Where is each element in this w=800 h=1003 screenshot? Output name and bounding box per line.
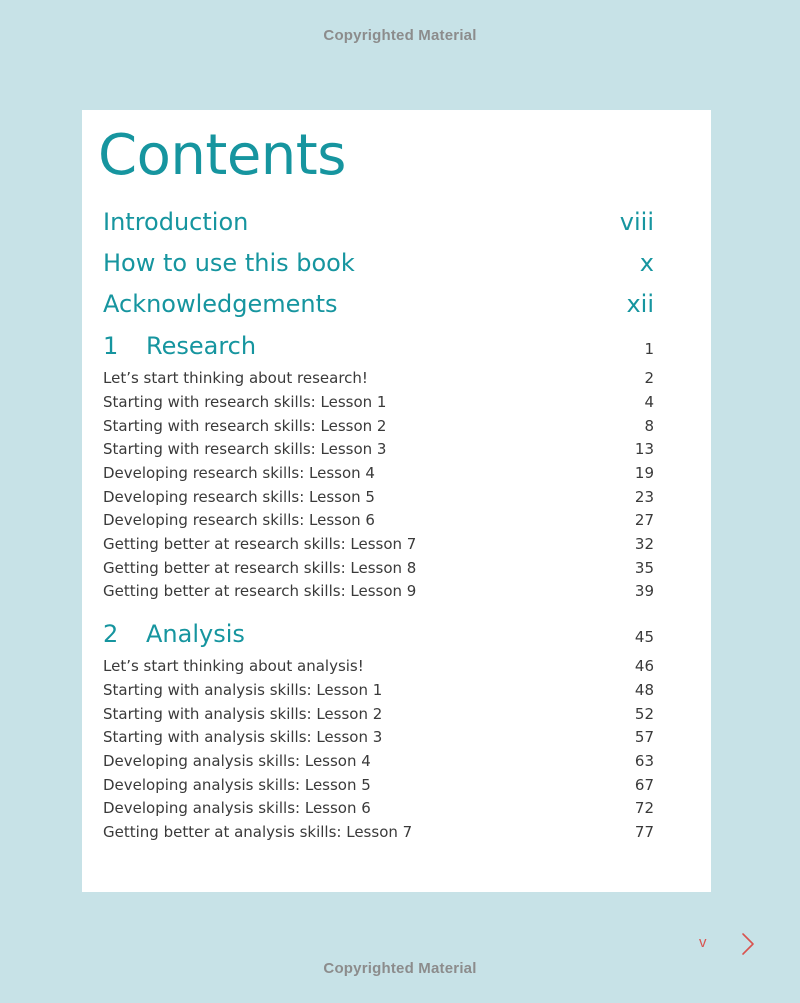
- toc-page-number: 27: [634, 511, 654, 529]
- toc-label: Starting with analysis skills: Lesson 1: [103, 681, 383, 699]
- toc-label: Acknowledgements: [103, 290, 338, 318]
- toc-label: Developing research skills: Lesson 5: [103, 488, 375, 506]
- toc-label: Starting with analysis skills: Lesson 2: [103, 705, 383, 723]
- toc-entry[interactable]: [103, 368, 654, 388]
- toc-entry[interactable]: [103, 704, 654, 724]
- toc-label: Getting better at research skills: Lesson 7: [103, 535, 417, 553]
- toc-page-number: 32: [634, 535, 654, 553]
- toc-label: Introduction: [103, 208, 249, 236]
- toc-entry[interactable]: [103, 463, 654, 483]
- chapter-title: Research: [146, 332, 257, 360]
- chapter-heading: [103, 620, 245, 648]
- toc-entry[interactable]: [103, 439, 654, 459]
- toc-label: Getting better at analysis skills: Lesson 7: [103, 823, 413, 841]
- toc-page-number: 67: [634, 776, 654, 794]
- toc-page-number: xii: [626, 290, 654, 318]
- toc-label: Developing analysis skills: Lesson 4: [103, 752, 371, 770]
- chevron-right-icon[interactable]: [741, 932, 755, 960]
- toc-page-number: 2: [644, 369, 654, 387]
- chapter-number: 2: [103, 620, 119, 648]
- toc-entry[interactable]: [103, 751, 654, 771]
- toc-page-number: 19: [634, 464, 654, 482]
- toc-chapter-heading[interactable]: [103, 620, 654, 651]
- toc-entry[interactable]: [103, 727, 654, 747]
- toc-page-number: 77: [634, 823, 654, 841]
- toc-page-number: 1: [644, 340, 654, 358]
- toc-page-number: 48: [634, 681, 654, 699]
- toc-page-number: 39: [634, 582, 654, 600]
- toc-page-number: 72: [634, 799, 654, 817]
- toc-page-number: 8: [644, 417, 654, 435]
- chapter-title: Analysis: [146, 620, 245, 648]
- toc-page-number: 57: [634, 728, 654, 746]
- toc-front-item[interactable]: [103, 249, 654, 277]
- toc-entry[interactable]: [103, 656, 654, 676]
- toc-label: Getting better at research skills: Lesson 8: [103, 559, 417, 577]
- toc-label: Developing analysis skills: Lesson 5: [103, 776, 371, 794]
- toc-label: Starting with research skills: Lesson 1: [103, 393, 387, 411]
- toc-entry[interactable]: [103, 581, 654, 601]
- copyright-watermark-top: Copyrighted Material: [323, 27, 477, 44]
- toc-entry[interactable]: [103, 558, 654, 578]
- toc-entry[interactable]: [103, 680, 654, 700]
- page-title: Contents: [98, 123, 346, 188]
- toc-label: Starting with research skills: Lesson 2: [103, 417, 387, 435]
- toc-label: Developing analysis skills: Lesson 6: [103, 799, 371, 817]
- toc-entry[interactable]: [103, 798, 654, 818]
- toc-page-number: 52: [634, 705, 654, 723]
- toc-entry[interactable]: [103, 775, 654, 795]
- toc-front-item[interactable]: [103, 208, 654, 236]
- toc-page-number: 63: [634, 752, 654, 770]
- current-page-indicator: v: [699, 934, 707, 951]
- toc-entry[interactable]: [103, 392, 654, 412]
- toc-page-number: 13: [634, 440, 654, 458]
- toc-page-number: 35: [634, 559, 654, 577]
- toc-entry[interactable]: [103, 822, 654, 842]
- toc-entry[interactable]: [103, 416, 654, 436]
- toc-label: How to use this book: [103, 249, 355, 277]
- toc-chapter-heading[interactable]: [103, 332, 654, 363]
- toc-label: Developing research skills: Lesson 6: [103, 511, 375, 529]
- toc-page-number: 45: [634, 628, 654, 646]
- chapter-heading: [103, 332, 256, 360]
- copyright-watermark-bottom: Copyrighted Material: [323, 960, 477, 977]
- toc-label: Let’s start thinking about research!: [103, 369, 368, 387]
- toc-entry[interactable]: [103, 510, 654, 530]
- toc-entry[interactable]: [103, 534, 654, 554]
- toc-label: Getting better at research skills: Lesson 9: [103, 582, 417, 600]
- toc-page-number: 4: [644, 393, 654, 411]
- toc-label: Starting with analysis skills: Lesson 3: [103, 728, 383, 746]
- toc-label: Let’s start thinking about analysis!: [103, 657, 364, 675]
- toc-label: Developing research skills: Lesson 4: [103, 464, 375, 482]
- toc-page-number: viii: [619, 208, 654, 236]
- contents-page: [82, 110, 711, 892]
- chapter-number: 1: [103, 332, 119, 360]
- toc-page-number: 23: [634, 488, 654, 506]
- toc-page-number: x: [639, 249, 654, 277]
- toc-label: Starting with research skills: Lesson 3: [103, 440, 387, 458]
- toc-page-number: 46: [634, 657, 654, 675]
- toc-front-item[interactable]: [103, 290, 654, 318]
- toc-entry[interactable]: [103, 487, 654, 507]
